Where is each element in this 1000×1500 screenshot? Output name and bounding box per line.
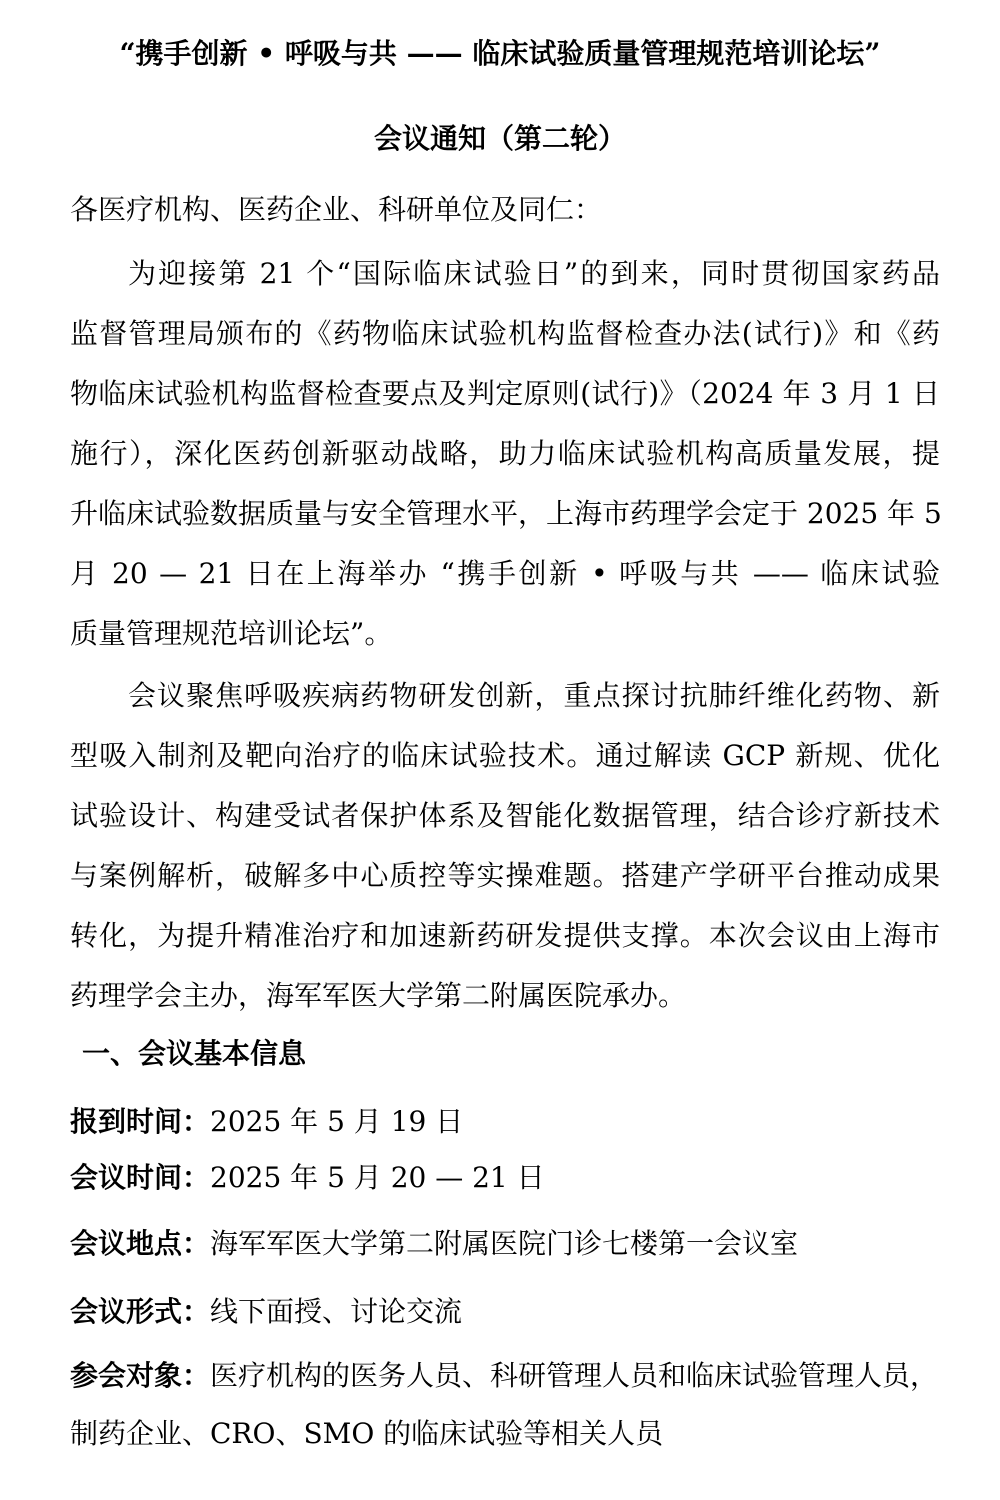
salutation: 各医疗机构、医药企业、科研单位及同仁： xyxy=(70,193,603,226)
info-row-checkin xyxy=(70,1102,940,1142)
paragraph-2-line: 与案例解析，破解多中心质控等实操难题。搭建产学研平台推动成果 xyxy=(70,859,940,892)
paragraph-1-line: 监督管理局颁布的《药物临床试验机构监督检查办法(试行)》和《药 xyxy=(70,317,940,350)
info-label: 会议地点： xyxy=(70,1227,211,1260)
paragraph-1-line: 物临床试验机构监督检查要点及判定原则(试行)》（2024 年 3 月 1 日 xyxy=(70,377,940,410)
paragraph-1-line: 施行），深化医药创新驱动战略，助力临床试验机构高质量发展，提 xyxy=(70,437,940,470)
info-value: 医疗机构的医务人员、科研管理人员和临床试验管理人员， xyxy=(210,1359,939,1392)
info-value: 海军军医大学第二附属医院门诊七楼第一会议室 xyxy=(210,1227,799,1260)
info-label: 报到时间： xyxy=(70,1105,211,1138)
info-value: 2025 年 5 月 20 — 21 日 xyxy=(210,1161,545,1194)
section-heading: 一、会议基本信息 xyxy=(82,1037,307,1070)
info-row-attendees-continued: 制药企业、CRO、SMO 的临床试验等相关人员 xyxy=(70,1417,664,1450)
paragraph-2-line: 型吸入制剂及靶向治疗的临床试验技术。通过解读 GCP 新规、优化 xyxy=(70,739,940,772)
info-row-attendees xyxy=(70,1356,940,1396)
paragraph-1-line: 为迎接第 21 个“国际临床试验日”的到来，同时贯彻国家药品 xyxy=(128,257,940,290)
paragraph-2-line: 会议聚焦呼吸疾病药物研发创新，重点探讨抗肺纤维化药物、新 xyxy=(128,679,940,712)
paragraph-1-line: 升临床试验数据质量与安全管理水平，上海市药理学会定于 2025 年 5 xyxy=(70,497,942,530)
info-label: 会议时间： xyxy=(70,1161,211,1194)
info-label: 会议形式： xyxy=(70,1295,211,1328)
info-value: 2025 年 5 月 19 日 xyxy=(210,1105,464,1138)
info-value: 线下面授、讨论交流 xyxy=(210,1295,463,1328)
document-title: “携手创新 • 呼吸与共 —— 临床试验质量管理规范培训论坛” xyxy=(119,37,881,70)
document-subtitle: 会议通知（第二轮） xyxy=(373,122,626,155)
info-label: 参会对象： xyxy=(70,1359,211,1392)
paragraph-2-line: 转化，为提升精准治疗和加速新药研发提供支撑。本次会议由上海市 xyxy=(70,919,940,952)
paragraph-1-line: 质量管理规范培训论坛”。 xyxy=(70,617,393,650)
info-row-meeting-time xyxy=(70,1158,940,1198)
paragraph-2-line: 试验设计、构建受试者保护体系及智能化数据管理，结合诊疗新技术 xyxy=(70,799,940,832)
info-row-venue xyxy=(70,1224,940,1264)
info-row-format xyxy=(70,1292,940,1332)
paragraph-2-line: 药理学会主办，海军军医大学第二附属医院承办。 xyxy=(70,979,687,1012)
paragraph-1-line: 月 20 — 21 日在上海举办 “携手创新 • 呼吸与共 —— 临床试验 xyxy=(70,557,940,590)
